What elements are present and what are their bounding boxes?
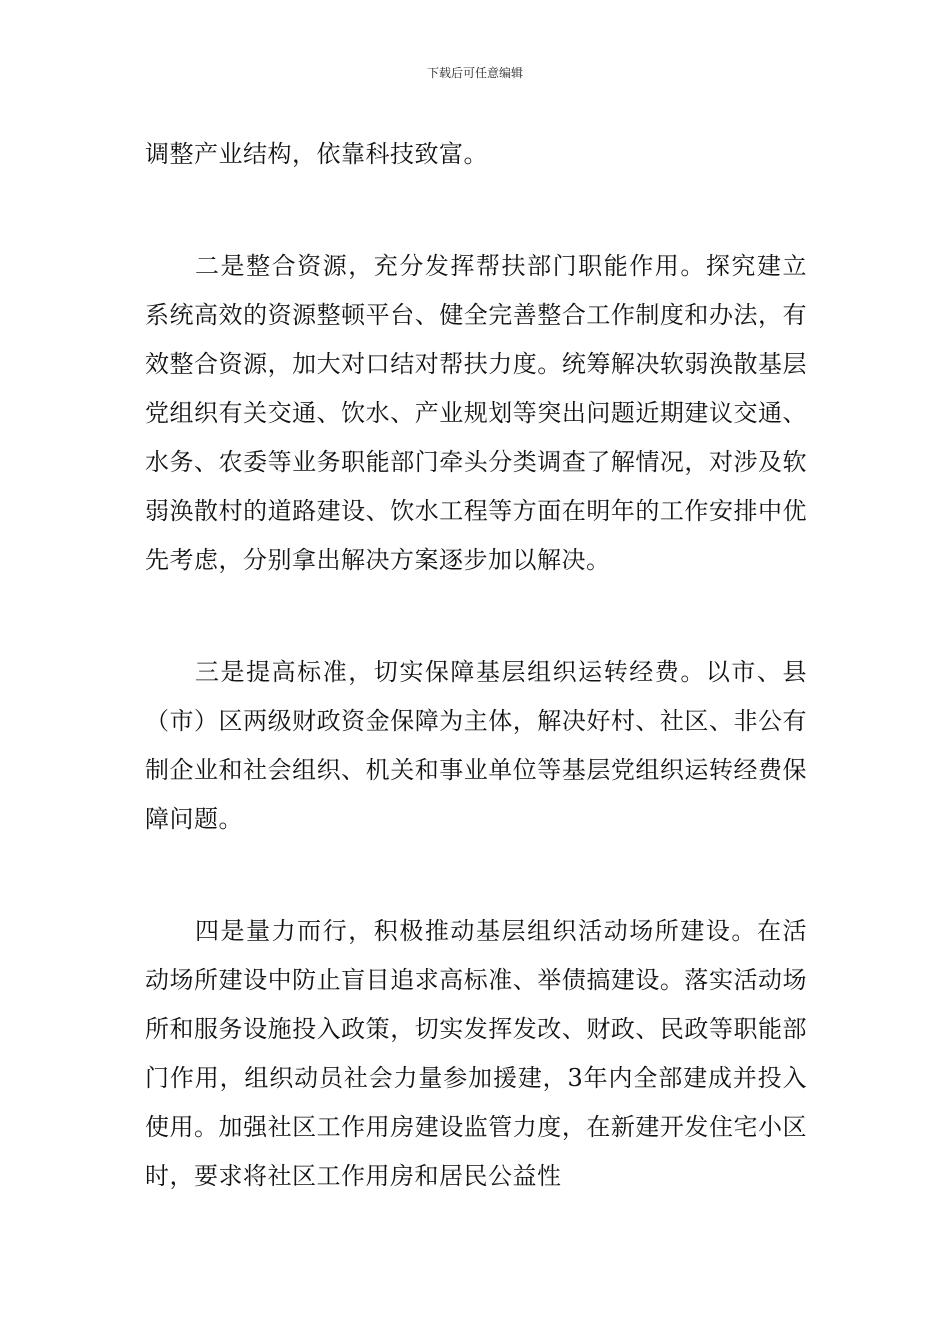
paragraph-activity-venues: 四是量力而行，积极推动基层组织活动场所建设。在活动场所建设中防止盲目追求高标准、举债搞建设。落实活动场所和服务设施投入政策，切实发挥发改、财政、民政等职能部门作用，组织动员社会力量参加援建，3年内全部建成并投入使用。加强社区工作用房建设监管力度，在新建开发住宅小区时，要求将社区工作用房和居民公益性 xyxy=(145,917,807,1190)
paragraph-raise-standards: 三是提高标准，切实保障基层组织运转经费。以市、县（市）区两级财政资金保障为主体，解决好村、社区、非公有制企业和社会组织、机关和事业单位等基层党组织运转经费保障问题。 xyxy=(145,658,807,833)
page-header-note: 下载后可任意编辑 xyxy=(426,66,523,80)
paragraph-gap xyxy=(145,585,807,648)
paragraph-continuation: 调整产业结构，依靠科技致富。 xyxy=(145,140,488,168)
paragraph-integrate-resources: 二是整合资源，充分发挥帮扶部门职能作用。探究建立系统高效的资源整顿平台、健全完善整合工作制度和办法，有效整合资源，加大对口结对帮扶力度。统筹解决软弱涣散基层党组织有关交通、饮水、产业规划等突出问题近期建议交通、水务、农委等业务职能部门牵头分类调查了解情况，对涉及软弱涣散村的道路建设、饮水工程等方面在明年的工作安排中优先考虑，分别拿出解决方案逐步加以解决。 xyxy=(145,252,807,574)
document-body xyxy=(145,130,807,1201)
paragraph-gap xyxy=(145,179,807,242)
paragraph-gap xyxy=(145,844,807,907)
